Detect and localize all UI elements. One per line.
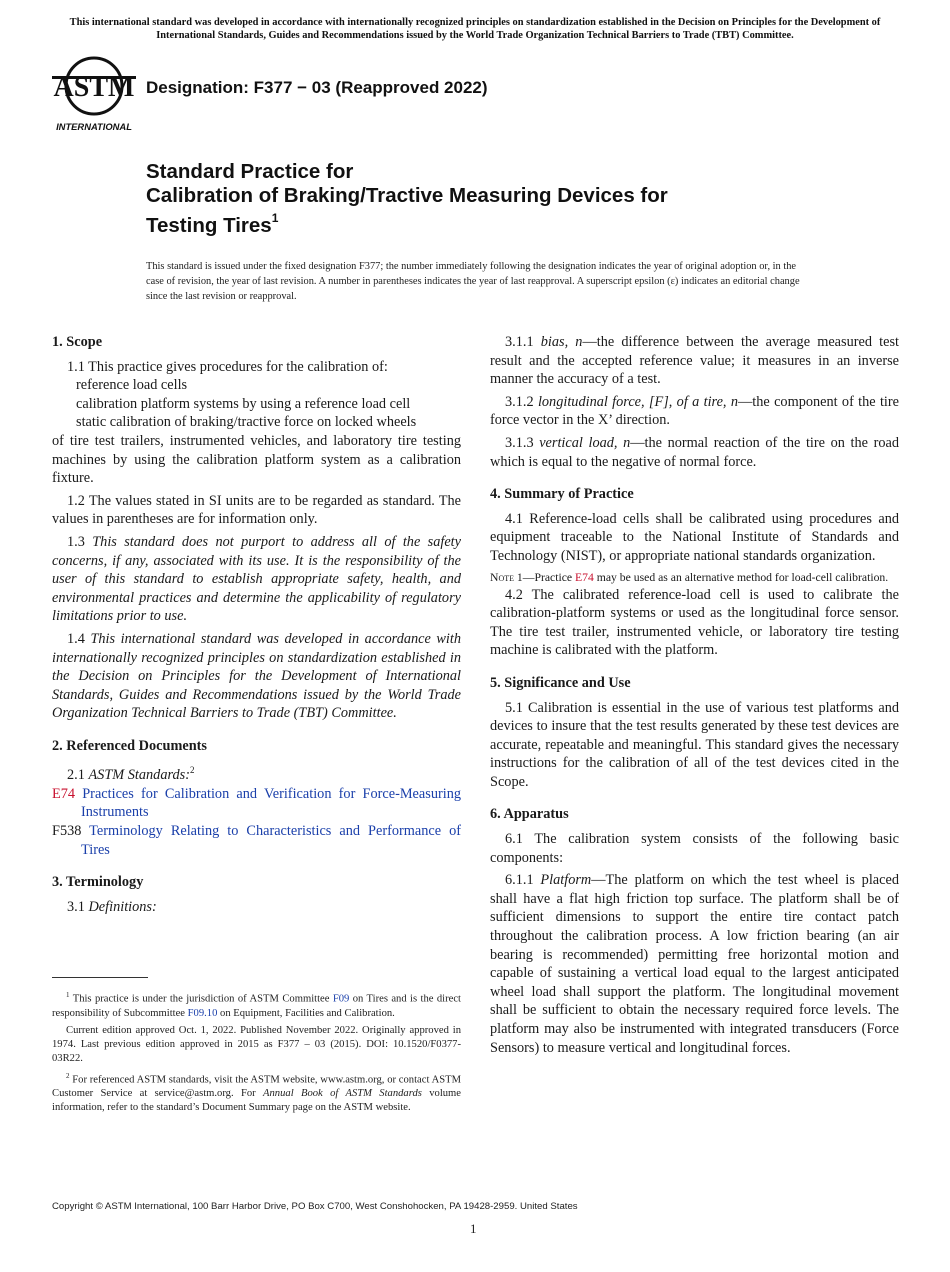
- paragraph-2-1: [52, 761, 461, 784]
- footnote-mark: 2: [66, 1071, 70, 1080]
- issued-statement: This standard is issued under the fixed designation F377; the number immediately following the designation indicates the year of original adoption or, in the case of revision, the year of last revision. A number in parentheses indicates the year of last reapproval. A superscript epsilon (ε) indicates an editorial change since the last revision or reapproval.: [146, 261, 800, 302]
- section-scope: [52, 333, 461, 723]
- note-1: [490, 570, 899, 586]
- left-column: [52, 333, 461, 919]
- para-label: Definitions:: [88, 898, 157, 915]
- section-referenced-documents: [52, 737, 461, 859]
- paragraph-1-3: [52, 533, 461, 626]
- section-heading: 6. Apparatus: [490, 806, 569, 823]
- paragraph-1-4: [52, 630, 461, 723]
- designation: Designation: F377 − 03 (Reapproved 2022): [146, 78, 488, 97]
- para-italic-text: This standard does not purport to address all of the safety concerns, if any, associated with its use. It is the responsibility of the user of this standard to establish appropriate safety, health, and environmental practices and determine the applicability of regulatory limitations prior to use.: [52, 533, 461, 625]
- reference-e74: [52, 785, 461, 822]
- scope-item-a: reference load cells: [76, 377, 188, 394]
- copyright-line: Copyright © ASTM International, 100 Barr Harbor Drive, PO Box C700, West Conshohocken, PA 19428-2959. United States: [52, 1201, 578, 1212]
- definition-text: —the component of the tire force vector in the X’ direction.: [490, 393, 900, 429]
- definition-text: —the normal reaction of the tire on the road which is equal to the negative of normal force.: [490, 434, 899, 470]
- logo-letters: ASTM: [53, 72, 135, 103]
- footnotes: [52, 988, 461, 1118]
- definition-3-1-1: [490, 333, 899, 389]
- footnote-text: on Tires and is the direct responsibility of Subcommittee: [52, 993, 461, 1019]
- para-label: ASTM Standards:: [88, 767, 190, 784]
- ref-title-link[interactable]: Terminology Relating to Characteristics and Performance of Tires: [81, 823, 461, 858]
- section-heading: 5. Significance and Use: [490, 674, 631, 691]
- paragraph-3-1: [52, 898, 461, 917]
- para-italic-text: This international standard was developed in accordance with internationally recognized principles on standardization established in the Decision on Principles for the Development of International Standards, Guides and Recommendations issued by the World Trade Organization Technical Barriers to Trade (TBT) Committee.: [52, 630, 462, 722]
- footnote-text: This practice is under the jurisdiction of ASTM Committee: [72, 993, 330, 1005]
- page-number: 1: [470, 1221, 477, 1236]
- paragraph-6-1: 6.1 The calibration system consists of the following basic components:: [490, 831, 899, 866]
- paragraph-4-1: 4.1 Reference-load cells shall be calibrated using procedures and equipment traceable to the National Institute of Standards and Technology (NIST), or appropriate national standards organization.: [490, 510, 899, 564]
- para-text: —The platform on which the test wheel is placed shall have a flat high friction top surface. The platform shall be of sufficient dimensions to support the entire tire contact patch throughout the calibration process. A low friction bearing (an air bearing is recommended) permitting free horizontal motion and capable of sustaining a vertical load equal to the largest anticipated wheel load shall support the platform. The longitudinal movement shall be sufficient to obtain the necessary required force levels. The platform may also be instrumented with integrated transducers (Force Sensors) to measure vertical and longitudinal forces.: [490, 872, 899, 1056]
- scope-item-c-first: static calibration of braking/tractive force on locked wheels: [76, 414, 417, 431]
- committee-f09-link[interactable]: F09: [332, 993, 350, 1005]
- para-number: 6.1.1: [505, 872, 534, 889]
- footnote-mark: 2: [190, 765, 195, 776]
- footnote-text: For referenced ASTM standards, visit the ASTM website, www.astm.org, or contact ASTM Customer Service at service@astm.org. For: [52, 1074, 461, 1100]
- note-text: may be used as an alternative method for load-cell calibration.: [596, 570, 889, 584]
- footnote-italic: Annual Book of ASTM Standards: [263, 1088, 422, 1100]
- para-number: 1.4: [67, 630, 85, 647]
- ref-title-link[interactable]: Practices for Calibration and Verification for Force-Measuring Instruments: [81, 785, 461, 821]
- footnote-2: [52, 1069, 461, 1116]
- logo-subtitle: INTERNATIONAL: [56, 121, 132, 132]
- section-heading: 2. Referenced Documents: [52, 737, 207, 754]
- title-line-3: [146, 208, 866, 238]
- title-text: Testing Tires: [146, 213, 272, 237]
- paragraph-6-1-1: [490, 871, 899, 1057]
- paragraph-1-2: 1.2 The values stated in SI units are to be regarded as standard. The values in parentheses are for information only.: [52, 492, 461, 528]
- note-text: —Practice: [522, 570, 573, 584]
- scope-item-c-rest: of tire test trailers, instrumented vehicles, and laboratory tire testing machines by using the calibration platform system as a calibration fixture.: [52, 432, 461, 487]
- right-column: [490, 333, 899, 1061]
- reference-f538: [52, 822, 461, 859]
- definition-3-1-3: [490, 434, 899, 471]
- section-terminology: [52, 873, 461, 916]
- title-line-1: Standard Practice for: [146, 160, 354, 183]
- footnote-edition: Current edition approved Oct. 1, 2022. Published November 2022. Originally approved in 1974. Last previous edition approved in 2015 as F377 – 03 (2015). DOI: 10.1520/F0377-03R22.: [52, 1024, 461, 1064]
- defined-term: Platform: [540, 872, 592, 889]
- ref-code: F538: [52, 823, 82, 840]
- title-footnote-mark: 1: [271, 211, 279, 225]
- footnote-mark: 1: [66, 991, 70, 999]
- ref-code-link[interactable]: E74: [52, 785, 76, 802]
- tbt-notice: This international standard was developed in accordance with internationally recognized principles on standardization established in the Decision on Principles for the Development of International Standards, Guides and Recommendations issued by the World Trade Organization Technical Barriers to Trade (TBT) Committee.: [69, 17, 881, 41]
- section-summary-of-practice: [490, 485, 899, 660]
- document-title: [146, 160, 866, 238]
- paragraph-1-1: 1.1 This practice gives procedures for the calibration of:: [67, 358, 388, 375]
- footnote-text: on Equipment, Facilities and Calibration.: [220, 1007, 395, 1019]
- title-line-2: Calibration of Braking/Tractive Measuring Devices for: [146, 184, 668, 207]
- paragraph-5-1: 5.1 Calibration is essential in the use of various test platforms and devices to insure that the test results generated by these test devices are accurate, repeatable and meaningful. This standard gives the necessary instructions for the calibration of all of the test devices cited in the Scope.: [490, 699, 899, 790]
- note-e74-link[interactable]: E74: [575, 570, 594, 584]
- para-number: 3.1.2: [505, 393, 534, 410]
- footnote-divider: [52, 977, 148, 978]
- definition-3-1-2: [490, 393, 899, 430]
- section-heading: 3. Terminology: [52, 874, 144, 891]
- para-number: 2.1: [67, 767, 85, 784]
- para-number: 1.3: [67, 533, 85, 550]
- para-number: 3.1.1: [505, 334, 534, 350]
- astm-logo-mark: [52, 56, 136, 132]
- defined-term: vertical load, n: [539, 434, 631, 451]
- scope-item-b: calibration platform systems by using a reference load cell: [76, 395, 411, 412]
- section-heading: 1. Scope: [52, 334, 103, 350]
- defined-term: bias, n: [540, 334, 583, 350]
- definition-text: —the difference between the average measured test result and the accepted reference value; it measures in an inverse manner the accuracy of a test.: [490, 334, 899, 388]
- section-heading: 4. Summary of Practice: [490, 486, 634, 503]
- note-label: Note 1: [490, 570, 523, 584]
- subcommittee-f09-10-link[interactable]: F09.10: [187, 1007, 218, 1019]
- footnote-1: [52, 988, 461, 1021]
- defined-term: longitudinal force, [F], of a tire, n: [537, 393, 738, 410]
- astm-logo: [52, 56, 136, 132]
- paragraph-4-2: 4.2 The calibrated reference-load cell is used to calibrate the calibration-platform systems or used as the longitudinal force sensor. The tire test trailer, instrumented vehicle, or laboratory tire testing machine is calibrated with the platform.: [490, 586, 899, 659]
- para-number: 3.1.3: [505, 434, 534, 451]
- para-number: 3.1: [67, 898, 85, 915]
- section-significance-and-use: [490, 674, 899, 792]
- section-apparatus: [490, 805, 899, 1057]
- footnote-text: volume information, refer to the standard’s Document Summary page on the ASTM website.: [52, 1088, 461, 1114]
